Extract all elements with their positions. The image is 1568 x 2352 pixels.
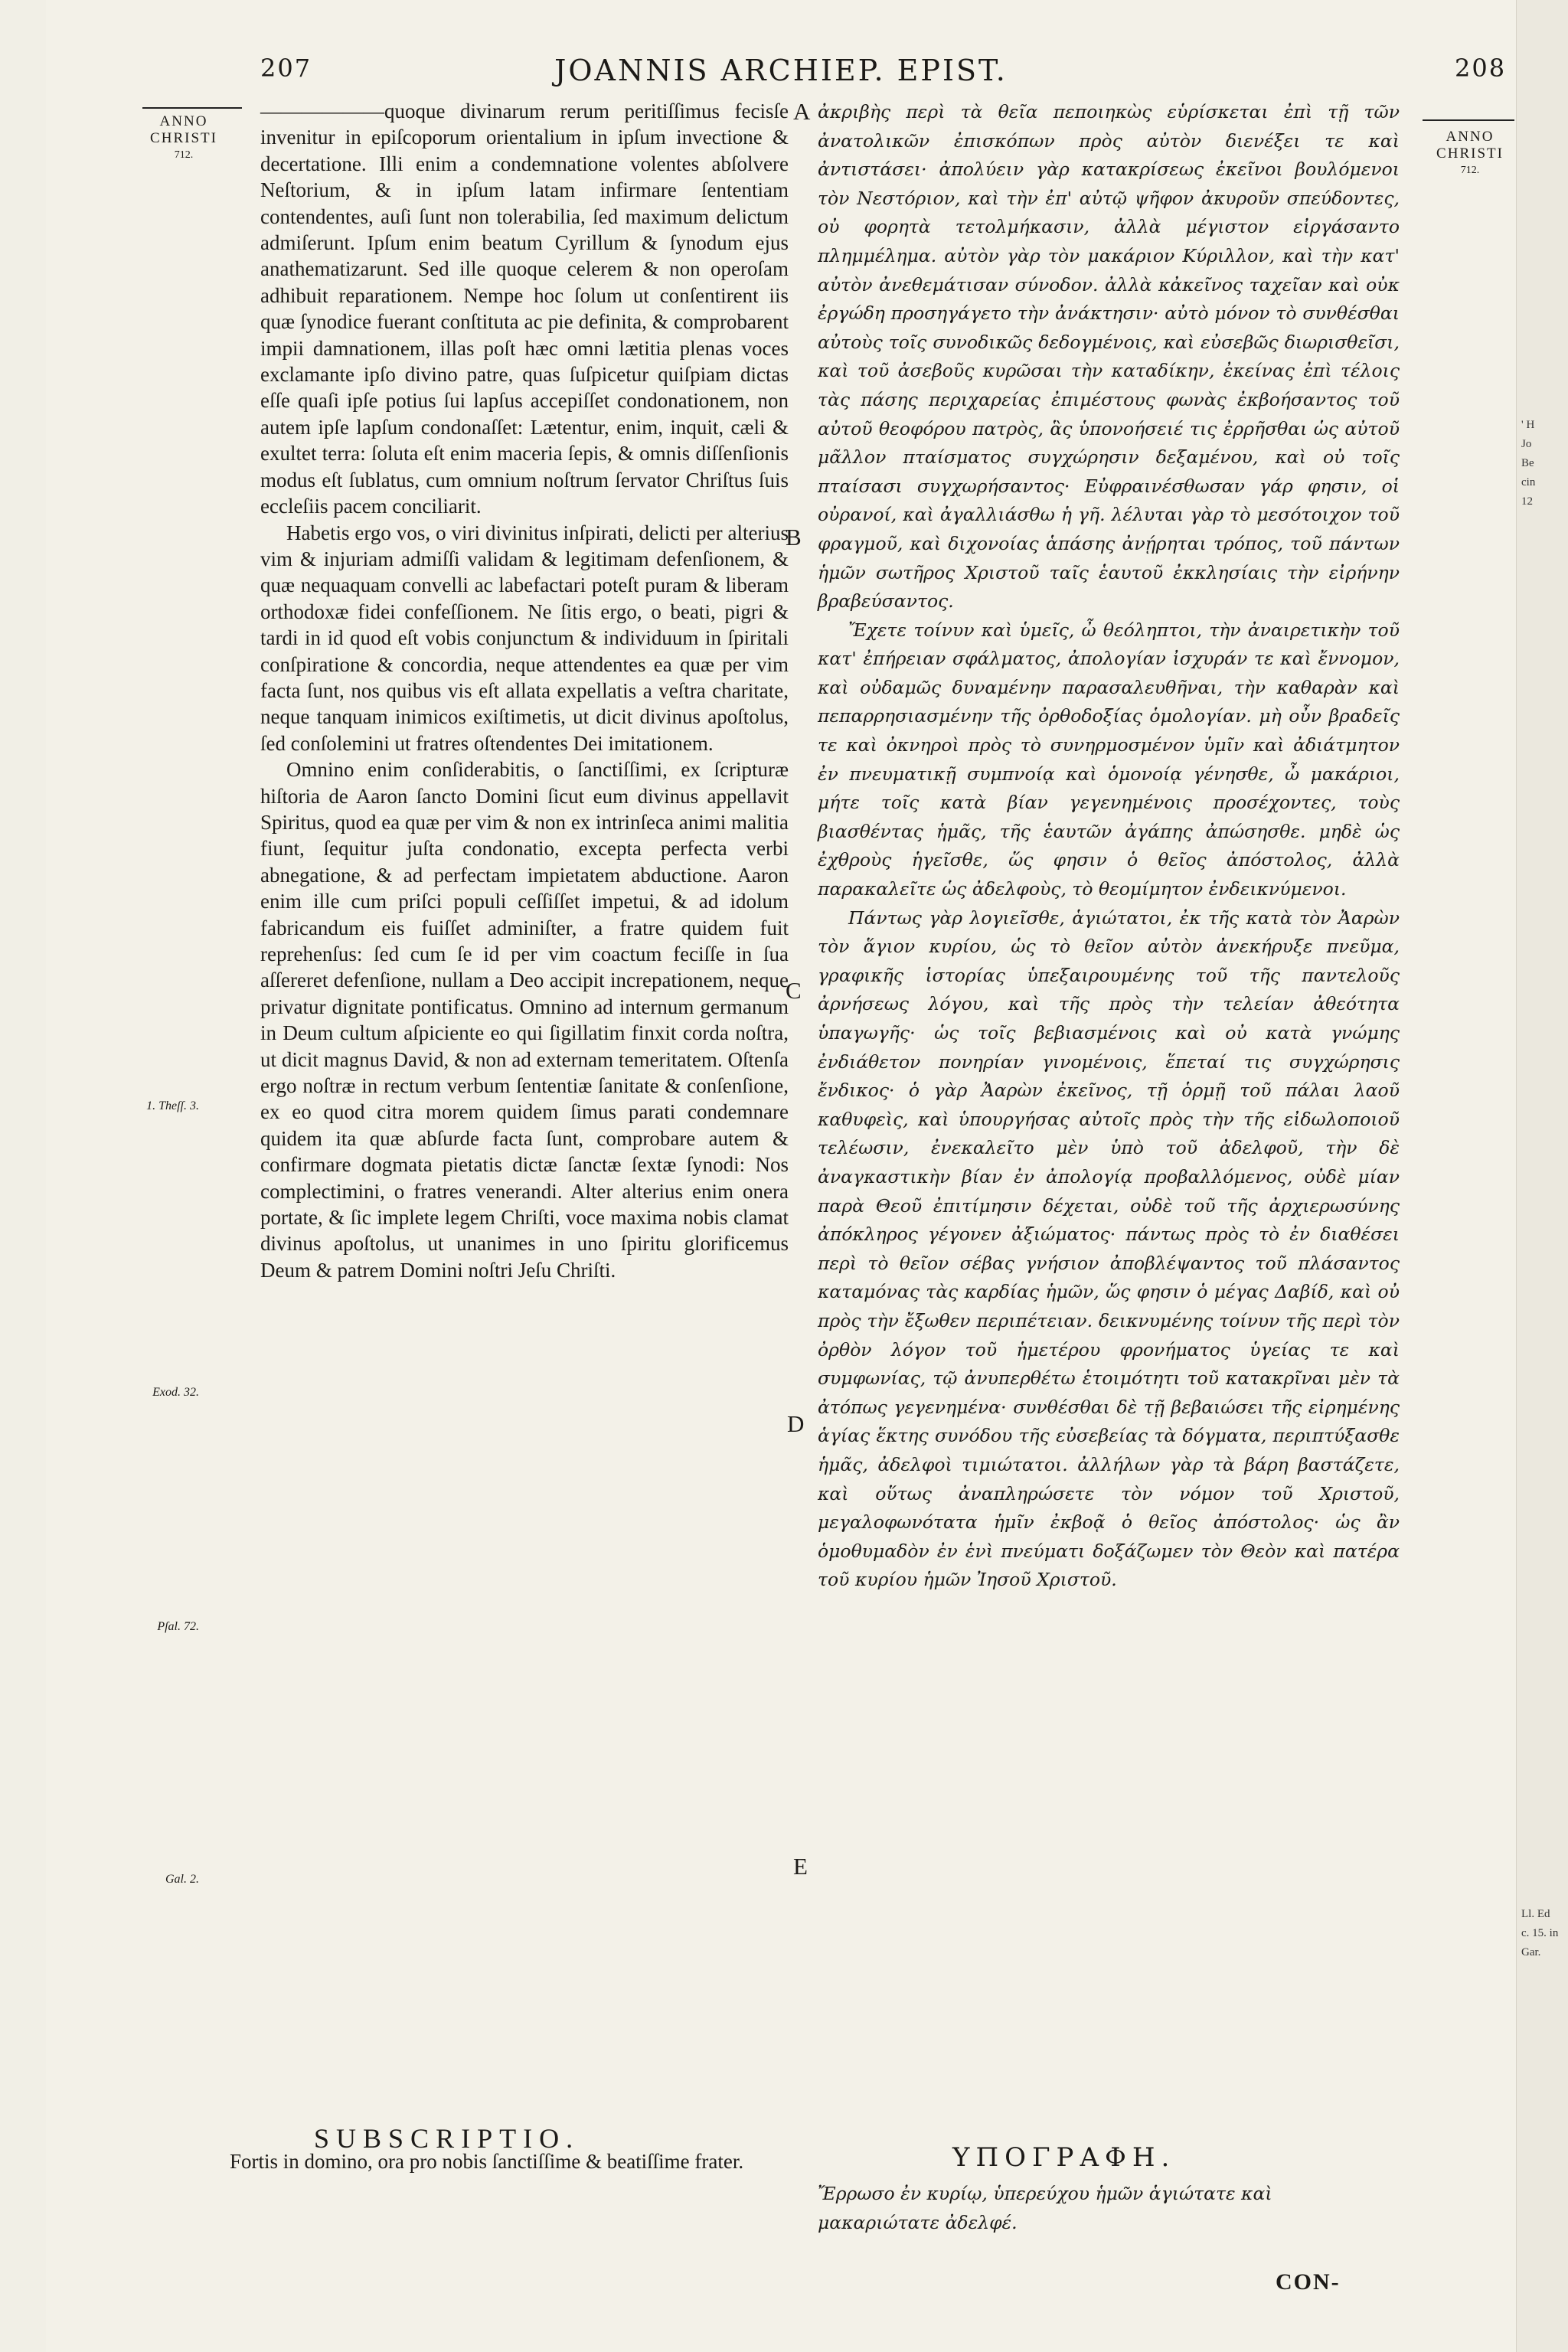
subscription-text-greek: Ἔρρωσο ἐν κυρίῳ, ὑπερεύχου ἡμῶν ἁγιώτατε καὶ μακαριώτατε ἀδελφέ. xyxy=(818,2183,1272,2233)
section-letter-c: C xyxy=(786,977,802,1004)
latin-column xyxy=(260,98,789,1283)
margin-year: 712. xyxy=(174,149,194,161)
edge-fragment: ' H xyxy=(1521,419,1535,431)
margin-rule xyxy=(1423,119,1514,121)
edge-fragment: Ll. Ed xyxy=(1521,1908,1550,1920)
margin-year: 712. xyxy=(1460,165,1480,176)
subscription-heading-greek: ΥΠΟΓΡΑΦΗ. xyxy=(952,2142,1176,2173)
latin-paragraph: ——————quoque divinarum rerum peritiſſimus fecisſe invenitur in epiſcoporum orientalium in ipſum invectione & decertatione. Illi enim a condemnatione volentes abſolvere Neſtorium, & in ipſum latam infirmare ſententiam contendentes, auſi ſunt non tolerabilia, ſed maximum delictum admiſerunt. Ipſum enim beatum Cyrillum & ſynodum ejus anathematizarunt. Sed ille quoque celerem & non operoſam adhibuit reparationem. Nempe hoc ſolum ut conſentirent iis quæ ſynodice fuerant conſtituta ac pie definita, & comprobarent impii damnationem, illas poſt hæc omni lætitia plenas voces exclamante ipſo divino patre, quas ſuſpicetur quiſpiam dictas eſſe quaſi ipſe potius ſui lapſus accepiſſet condonationem, non autem ipſe lapſum condonaſſet: Lætentur, enim, inquit, cæli & exultet terra: ſoluta eſt enim maceria ſepis, & omnis diſſenſionis modus eſt ſublatus, cum omnium noſtrum ſervator Chriſtus ſuis eccleſiis pacem conciliarit. xyxy=(260,100,789,518)
margin-christi: CHRISTI xyxy=(150,130,217,146)
latin-paragraph: Omnino enim conſiderabitis, o ſanctiſſimi, ex ſcripturæ hiſtoria de Aaron ſancto Domini ſicut eum divinus appellavit Spiritus, quod ea quæ per vim & non ex intrinſeca animi malitia fiunt, ſequitur juſta condonatio, excepta perfecta verbi abnegatione, & ad perfectam impietatem abductione. Aaron enim ille cum priſci populi ceſſiſſet impetui, & ad idolum fabricandum eis fuiſſet adminiſter, a fratre quidem fuit reprehenſus: ſed cum ſe id per vim coactum feciſſe in ſua aſſereret defenſione, nullam a Deo accipit increpationem, neque privatur dignitate pontificatus. Omnino ad internum germanum in Deum cultum aſpiciente eo qui ſigillatim finxit corda noſtra, ut dicit magnus David, & non ad externam temeritatem. Oſtenſa ergo noſtræ in rectum verbum ſententiæ ſanitate & conſenſione, ex eo quod citra morem quidem ſimus parati condemnare quidem ita quæ abſurde facta ſunt, comprobare autem & confirmare dogmata pietatis dictæ ſanctæ ſextæ ſynodi: Nos complectimini, o fratres venerandi. Alter alterius enim onera portate, & ſic implete legem Chriſti, voce maxima nobis clamat divinus apoſtolus, ut unanimes in uno ſpiritu glorificemus Deum & patrem Domini noſtri Jeſu Chriſti. xyxy=(260,758,789,1282)
running-title: JOANNIS ARCHIEP. EPIST. xyxy=(554,54,1008,87)
margin-anno: ANNO xyxy=(1446,129,1494,145)
greek-column xyxy=(818,98,1400,1595)
edge-fragment: Gar. xyxy=(1521,1946,1541,1958)
subscription-heading-latin: SUBSCRIPTIO. xyxy=(314,2123,580,2154)
section-letter-d: D xyxy=(787,1410,805,1437)
edge-fragment: cin xyxy=(1521,476,1536,488)
margin-anno: ANNO xyxy=(159,113,208,129)
section-letter-b: B xyxy=(786,524,802,550)
subscription-text-latin: Fortis in domino, ora pro nobis ſanctiſſime & beatiſſime frater. xyxy=(230,2150,744,2173)
margin-note-gal: Gal. 2. xyxy=(165,1873,199,1886)
margin-rule xyxy=(142,107,242,109)
section-letter-e: E xyxy=(793,1853,808,1880)
running-header xyxy=(46,54,1516,87)
adjacent-page-edge xyxy=(1516,0,1568,2352)
catchword: CON- xyxy=(1276,2269,1341,2295)
margin-note-exod: Exod. 32. xyxy=(152,1386,199,1399)
edge-fragment: Jo xyxy=(1521,438,1532,450)
latin-paragraph: Habetis ergo vos, o viri divinitus inſpirati, delicti per alterius vim & injuriam admiſſi validam & legitimam defenſionem, & quæ nequaquam convelli ac labefactari poteſt puram & liberam orthodoxæ fidei confeſſionem. Ne ſitis ergo, o beati, pigri & tardi in id quod eſt vobis conjunctum & individuum in ſpiritali conſpiratione & concordia, neque attendentes ea quæ per vim facta ſunt, nos quibus vis eſt allata expellatis a veſtra charitate, neque tanquam inimicos exiſtimetis, ut dicit divinus apoſtolus, ſed conſolemini ut fratres oſtendentes Dei imitationem. xyxy=(260,521,789,755)
edge-fragment: c. 15. in xyxy=(1521,1927,1559,1939)
greek-paragraph: Ἔχετε τοίνυν καὶ ὑμεῖς, ὦ θεόληπτοι, τὴν ἀναιρετικὴν τοῦ κατ' ἐπήρειαν σφάλματος, ἀπολογίαν ἰσχυράν τε καὶ ἔννομον, καὶ οὐδαμῶς δυναμένην παρασαλευθῆναι, τὴν καθαρὰν καὶ πεπαρρησιασμένην τῆς ὀρθοδοξίας ὁμολογίαν. μὴ οὖν βραδεῖς τε καὶ ὀκνηροὶ πρὸς τὸ συνηρμοσμένον ὑμῖν καὶ ἀδιάτμητον ἐν πνευματικῇ συμπνοίᾳ καὶ ὁμονοίᾳ γένησθε, ὦ μακάριοι, μήτε τοῖς κατὰ βίαν γεγενημένοις προσέχοντες, τοὺς βιασθέντας ἡμᾶς, τῆς ἑαυτῶν ἀγάπης ἀπώσησθε. μηδὲ ὡς ἐχθροὺς ἡγεῖσθε, ὥς φησιν ὁ θεῖος ἀπόστολος, ἀλλὰ παρακαλεῖτε ὡς ἀδελφοὺς, τὸ θεομίμητον ἐνδεικνύμενοι. xyxy=(818,619,1400,900)
edge-fragment: 12 xyxy=(1521,495,1533,508)
margin-note-psal: Pſal. 72. xyxy=(157,1620,199,1633)
edge-fragment: Be xyxy=(1521,457,1534,469)
page-number-right: 208 xyxy=(1455,54,1507,83)
margin-year-right xyxy=(1432,129,1508,179)
section-letter-a: A xyxy=(793,98,811,125)
greek-paragraph: ἀκριβὴς περὶ τὰ θεῖα πεποιηκὼς εὑρίσκεται ἐπὶ τῇ τῶν ἀνατολικῶν ἐπισκόπων πρὸς αὐτὸν διενέξει τε καὶ ἀντιστάσει· ἀπολύειν γὰρ κατακρίσεως ἐκεῖνοι βουλόμενοι τὸν Νεστόριον, καὶ τὴν ἐπ' αὐτῷ ψῆφον ἀκυροῦν σπεύδοντες, οὐ φορητὰ τετολμήκασιν, ἀλλὰ μέγιστον εἰργάσαντο πλημμέλημα. αὐτὸν γὰρ τὸν μακάριον Κύριλλον, καὶ τὴν κατ' αὐτὸν ἀνεθεμάτισαν σύνοδον. ἀλλὰ κἀκεῖνος ταχεῖαν καὶ οὐκ ἐργώδη προσηγάγετο τὴν ἀνάκτησιν· αὐτὸ μόνον τὸ συνθέσθαι αὐτοὺς τοῖς συνοδικῶς δεδογμένοις, καὶ εὐσεβῶς διωρισθεῖσι, καὶ τοῦ ἀσεβοῦς κυρῶσαι τὴν καταδίκην, ἐκείνας ἐπὶ τέλοις τὰς πάσης περιχαρείας ἐπιμέστους φωνὰς ἐκβοήσαντος τοῦ αὐτοῦ θεοφόρου πατρὸς, ἃς ὑπονοήσειέ τις ἐρρῆσθαι ὡς αὐτοῦ μᾶλλον πταίσματος συγχώρησιν δεξαμένου, καὶ οὐ τοῖς πταίσασι συγχωρήσαντος· Εὐφραινέσθωσαν γάρ φησιν, οἱ οὐρανοί, καὶ ἀγαλλιάσθω ἡ γῆ. λέλυται γὰρ τὸ μεσότοιχον τοῦ φραγμοῦ, καὶ διχονοίας ἁπάσης ἀνῄρηται τρόπος, τοῦ πάντων ἡμῶν σωτῆρος Χριστοῦ ταῖς ἑαυτοῦ ἐκκλησίαις τὴν εἰρήνην βραβεύσαντος. xyxy=(818,101,1400,612)
margin-year-left xyxy=(145,113,222,164)
margin-note-thess: 1. Theſſ. 3. xyxy=(146,1099,199,1112)
margin-christi: CHRISTI xyxy=(1436,145,1504,162)
greek-paragraph: Πάντως γὰρ λογιεῖσθε, ἁγιώτατοι, ἐκ τῆς κατὰ τὸν Ἀαρὼν τὸν ἅγιον κυρίου, ὡς τὸ θεῖον αὐτὸν ἀνεκήρυξε πνεῦμα, γραφικῆς ἱστορίας ὑπεξαιρουμένης τοῦ τῆς παντελοῦς ἀρνήσεως λόγου, καὶ τῆς πρὸς τὴν τελείαν ἀθεότητα ὑπαγωγῆς· ὡς τοῖς βεβιασμένοις καὶ οὐ κατὰ γνώμης ἐνδιάθετον πονηρίαν γινομένοις, ἕπεταί τις συγχώρησις ἔνδικος· ὁ γὰρ Ἀαρὼν ἐκεῖνος, τῇ ὁρμῇ τοῦ πάλαι λαοῦ καθυφεὶς, καὶ ὑπουργήσας αὐτοῖς πρὸς τὴν τῆς εἰδωλοποιοῦ τελέωσιν, ἐνεκαλεῖτο μὲν ὑπὸ τοῦ ἀδελφοῦ, τὴν δὲ ἀναγκαστικὴν βίαν ἐν ἀπολογίᾳ προβαλλόμενος, οὐδὲ μίαν παρὰ Θεοῦ ἐπιτίμησιν δέχεται, οὐδὲ τοῦ τῆς ἀρχιερωσύνης ἀπόκληρος γέγονεν ἀξιώματος· πάντως πρὸς τὸ ἐν διαθέσει περὶ τὸ θεῖον σέβας γνήσιον ἀποβλέψαντος τοῦ πλάσαντος καταμόνας τὰς καρδίας ἡμῶν, ὥς φησιν ὁ μέγας Δαβίδ, καὶ οὐ πρὸς τὴν ἔξωθεν περιπέτειαν. δεικνυμένης τοίνυν τῆς περὶ τὸν ὀρθὸν λόγον τοῦ ἡμετέρου φρονήματος ὑγείας τε καὶ συμφωνίας, τῷ ἀνυπερθέτω ἑτοιμότητι τοῦ κατακρῖναι μὲν τὰ ἀτόπως γεγενημένα· συνθέσθαι δὲ τῇ βεβαιώσει τῆς εἰρημένης ἁγίας ἕκτης συνόδου τῆς εὐσεβείας τὰ δόγματα, περιπτύξασθε ἡμᾶς, ἀδελφοὶ τιμιώτατοι. ἀλλήλων γὰρ τὰ βάρη βαστάζετε, καὶ οὕτως ἀναπληρώσετε τὸν νόμον τοῦ Χριστοῦ, μεγαλοφωνότατα ἡμῖν ἐκβοᾷ ὁ θεῖος ἀπόστολος· ὡς ἂν ὁμοθυμαδὸν ἐν ἑνὶ πνεύματι δοξάζωμεν τὸν Θεὸν καὶ πατέρα τοῦ κυρίου ἡμῶν Ἰησοῦ Χριστοῦ. xyxy=(818,906,1400,1591)
page-number-left: 207 xyxy=(260,54,312,83)
